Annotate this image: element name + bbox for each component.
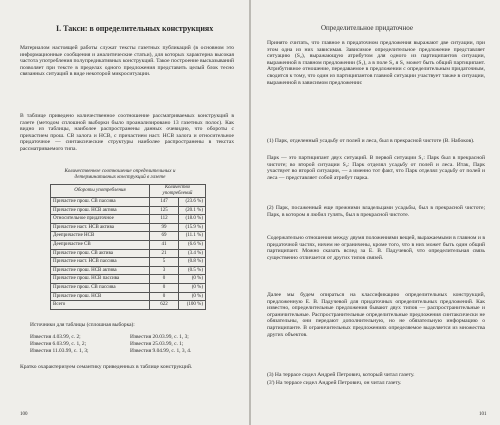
table-row: Причастие наст. НСВ актива 99 (15.9 %) bbox=[51, 223, 206, 232]
table-row: Причастие прош. НСВ актива 3 (0.5 %) bbox=[51, 266, 206, 275]
table-row: Причастие прош. НСВ 0 (0 %) bbox=[51, 292, 206, 301]
table-row: Всего 622 (100 %) bbox=[51, 301, 206, 310]
paragraph-1: Принято считать, что главное в придаточном предложения выражают две ситуации, при этом одна из них зависимая. Зависимое определительное предложение представляет ситуацию (S₂), выражающую атрибутом для одного из партиципантов ситуации, выраженной в главном предложении (S₁), а в поле S₂ я S₁ может быть общий партиципант. Атрибутивное отношение, передаваемое в предложении с определительным придаточным, сводится к тому, что один из партиципантов главной ситуации участвует также в ситуации, выраженной в зависимом предложении: bbox=[267, 40, 485, 86]
paragraph-closing: Кратко охарактеризуем семантику приведенных в таблице конструкций. bbox=[20, 364, 193, 370]
source-2: Известия 6.03.99, с. 1, 2; bbox=[30, 341, 87, 347]
sources-heading: Источники для таблицы (сплошная выборка): bbox=[30, 322, 135, 328]
example-2: (2) Парк, посаженный еще прежними владельцами усадьбы, был в прекрасной чистоте; Парк, в котором я любил гулять, был в прекрасной чистоте. bbox=[267, 205, 485, 218]
frequency-table bbox=[50, 184, 206, 310]
paragraph-4: Далее мы будем опираться на классификацию определительных конструкций, предложенную Е. В. Падучевой для придаточных определительных предложений. Как известно, определительные предложения бывают двух типов — распространительные и ограничительные. Распространительные определительные предложения синтаксически не обязательны, они передают дополнительную, но не обязательную информацию о партиципанте. В ограничительных предложениях определяемое выделяется из множества других объектов. bbox=[267, 292, 485, 338]
table-row: Причастие прош. СВ пассива 0 (0 %) bbox=[51, 283, 206, 292]
paragraph-3: Содержательно отношения между двумя положениями вещей, выражаемыми в главном и в придаточной частях, ничем не ограничены, кроме того, что в них может быть один общий партиципант. Можно сказать вслед за Е. В. Падучевой, что определительная связь существенно отличается от других типов связей. bbox=[267, 235, 485, 261]
table-row: Причастие прош. СВ актива 21 (3.4 %) bbox=[51, 249, 206, 258]
page-number-right: 101 bbox=[479, 412, 487, 417]
table-row: Деепричастие СВ 41 (6.6 %) bbox=[51, 240, 206, 249]
table-header-count: Количество употреблений bbox=[150, 185, 206, 198]
running-head: Определительное придаточное bbox=[321, 24, 413, 32]
section-heading: I. Такси: в определительных конструкциях bbox=[56, 24, 214, 33]
table-row: Деепричастие НСВ 69 (11.1 %) bbox=[51, 232, 206, 241]
source-3: Известия 11.03.99, с. 1, 3; bbox=[30, 348, 89, 354]
table-caption: Количественное соотношение определительных и детерминативных конструкций в газете bbox=[64, 168, 176, 180]
table-row: Причастие наст. НСВ пассива 5 (0.8 %) bbox=[51, 258, 206, 267]
example-4: (3') На террасе сидел Андрей Петрович, он читал газету. bbox=[267, 380, 402, 386]
left-page bbox=[0, 0, 249, 425]
source-1: Известия 4.03.99, с. 2; bbox=[30, 334, 81, 340]
example-1: (1) Парк, отделенный усадьбу от полей и леса, был в прекрасной чистоте (В. Набоков). bbox=[267, 138, 475, 144]
table-row: Причастие прош. НСВ актива 125 (20.1 %) bbox=[51, 206, 206, 215]
paragraph-intro: Материалом настоящей работы служат тексты газетных публикаций (в основном это информационные сообщения и аналитические статьи), для которых характерна высокая частота употребления полупредикативных конструкций. Такое построение высказываний позволяет при тексте в пределах одного предложения представить целый блок тесно связанных ситуаций в виде некоторой микроситуации. bbox=[20, 45, 234, 78]
source-6: Известия 9.04.99, с. 1, 3, 4. bbox=[130, 348, 192, 354]
paragraph-2: Парк — это партиципант двух ситуаций. В первой ситуации S₁: Парк был в прекрасной чистоте; во второй ситуации S₂: Парк отделял усадьбу от полей и леса. Итак, Парк участвует во второй ситуации, — а именно тот факт, что Парк отделял усадьбу от полей и леса — представляет собой атрибут парка. bbox=[267, 155, 485, 181]
page-number-left: 100 bbox=[20, 412, 28, 417]
source-4: Известия 20.03.99, с. 1, 3; bbox=[130, 334, 189, 340]
table-header-type: Обороты употребления bbox=[51, 185, 150, 198]
table-row: Относительное придаточное 112 (18.0 %) bbox=[51, 215, 206, 224]
paragraph-table-intro: В таблице приведено количественное соотношение рассматриваемых конструкций в газете (методом сплошной выборки было проанализировано 13 газетных полос). Как видно из таблицы, наиболее распространены данных очевидно, что обороты с причастием прош. СВ залога и НСВ, с причастием наст. НСВ залога и относительное придаточное — синтаксические структуры наиболее распространены в текстах рассматриваемого типа. bbox=[20, 113, 234, 152]
source-5: Известия 25.03.99, с. 1; bbox=[130, 341, 184, 347]
example-3: (3) На террасе сидел Андрей Петрович, который читал газету. bbox=[267, 372, 415, 378]
table-row: Причастие прош. НСВ пассива 0 (0 %) bbox=[51, 275, 206, 284]
right-page bbox=[251, 0, 500, 425]
table-row: Причастие прош. СВ пассива 147 (23.6 %) bbox=[51, 198, 206, 207]
